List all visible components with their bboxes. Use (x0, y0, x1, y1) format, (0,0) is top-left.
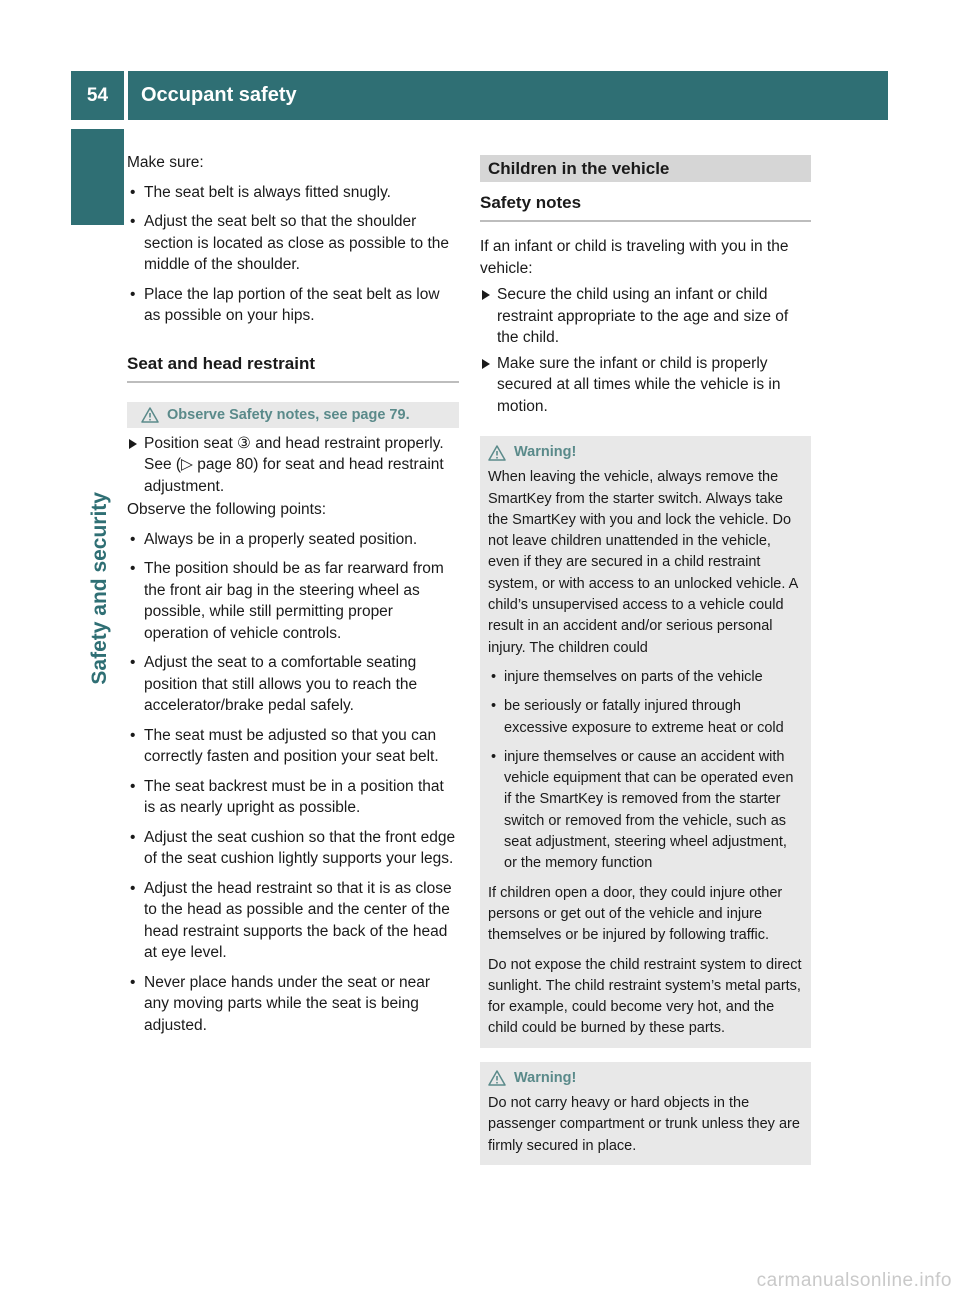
list-item: • Never place hands under the seat or near any moving parts while the seat is being adjusted. (127, 972, 459, 1037)
seat-head-restraint-heading: Seat and head restraint (127, 353, 459, 383)
warning-triangle-icon (141, 407, 159, 423)
list-item: • Adjust the head restraint so that it is as close to the head as possible and the center of the head restraint supports the back of the head at eye level. (127, 878, 459, 964)
seat-points-list (127, 529, 459, 1037)
safety-note-text: Observe Safety notes, see page 79. (167, 406, 410, 423)
warning-text: Do not carry heavy or hard objects in the passenger compartment or trunk unless they are firmly secured in place. (488, 1095, 800, 1154)
page-number: 54 (86, 85, 109, 106)
warning-title-text: Warning! (514, 444, 577, 460)
warning-text: When leaving the vehicle, always remove the SmartKey from the starter switch. Always take the SmartKey with you and lock the vehicle. Do not leave children unattended in the vehicle, even if they are secured in a child restraint system, or with access to an unlocked vehicle. A child’s unsupervised access to a vehicle could result in an accident and/or serious personal injury. The children could (488, 469, 798, 656)
warning-title (488, 1068, 803, 1089)
list-item: • The seat must be adjusted so that you can correctly fasten and position your seat belt. (127, 725, 459, 768)
warning-triangle-icon (488, 445, 506, 461)
safety-notes-heading: Safety notes (480, 192, 811, 222)
points-intro: Observe the following points: (127, 501, 327, 518)
list-item: • Adjust the seat cushion so that the front edge of the seat cushion lightly supports your legs. (127, 827, 459, 870)
list-item: • injure themselves on parts of the vehicle (488, 667, 803, 688)
warning-bullet-list (488, 667, 803, 875)
list-item: • Adjust the seat to a comfortable seating position that still allows you to reach the accelerator/brake pedal safely. (127, 652, 459, 717)
list-item: • The seat backrest must be in a position that is as nearly upright as possible. (127, 776, 459, 819)
warning-paragraph: If children open a door, they could injure other persons or get out of the vehicle and injure themselves or be injured by following traffic. (488, 884, 783, 944)
right-column (480, 155, 811, 1165)
warning-box-children (480, 436, 811, 1048)
list-item: • The position should be as far rearward from the front air bag in the steering wheel as possible, while still permitting proper operation of vehicle controls. (127, 558, 459, 644)
list-item: • Adjust the seat belt so that the shoulder section is located as close as possible to the middle of the shoulder. (127, 211, 459, 276)
step-item: Make sure the infant or child is properly secured at all times while the vehicle is in motion. (480, 353, 811, 418)
side-section-label: Safety and security (88, 492, 111, 685)
warning-paragraph: Do not expose the child restraint system to direct sunlight. The child restraint system’s metal parts, for example, could become very hot, and the child could be burned by these parts. (488, 956, 802, 1037)
header-divider (124, 71, 128, 120)
list-item: • Always be in a properly seated position. (127, 529, 459, 551)
list-item: • The seat belt is always fitted snugly. (127, 182, 459, 204)
page-header (71, 71, 888, 120)
side-tab-marker (71, 129, 124, 225)
warning-triangle-icon (488, 1070, 506, 1086)
safety-note-box (127, 402, 459, 428)
warning-box-cargo (480, 1062, 811, 1165)
chapter-title: Occupant safety (141, 84, 297, 106)
seat-belt-bullet-list (127, 182, 459, 327)
watermark: carmanualsonline.info (756, 1270, 952, 1291)
warning-title (488, 442, 803, 463)
list-item: • injure themselves or cause an accident with vehicle equipment that can be operated even if the SmartKey is removed from the starter switch or removed from the vehicle, such as seat adjustment, steering wheel adjustment, or the memory function (488, 747, 803, 875)
seat-step-list (127, 433, 459, 498)
children-intro: If an infant or child is traveling with you in the vehicle: (480, 238, 789, 277)
list-item: • Place the lap portion of the seat belt as low as possible on your hips. (127, 284, 459, 327)
step-item: Secure the child using an infant or child restraint appropriate to the age and size of the child. (480, 284, 811, 349)
list-item: • be seriously or fatally injured through excessive exposure to extreme heat or cold (488, 696, 803, 739)
step-item: Position seat ③ and head restraint properly. See (▷ page 80) for seat and head restraint adjustment. (127, 433, 459, 498)
warning-title-text: Warning! (514, 1069, 577, 1086)
children-step-list (480, 284, 811, 417)
make-sure-intro: Make sure: (127, 154, 204, 171)
children-section-title: Children in the vehicle (480, 155, 811, 182)
left-column (127, 152, 459, 1036)
